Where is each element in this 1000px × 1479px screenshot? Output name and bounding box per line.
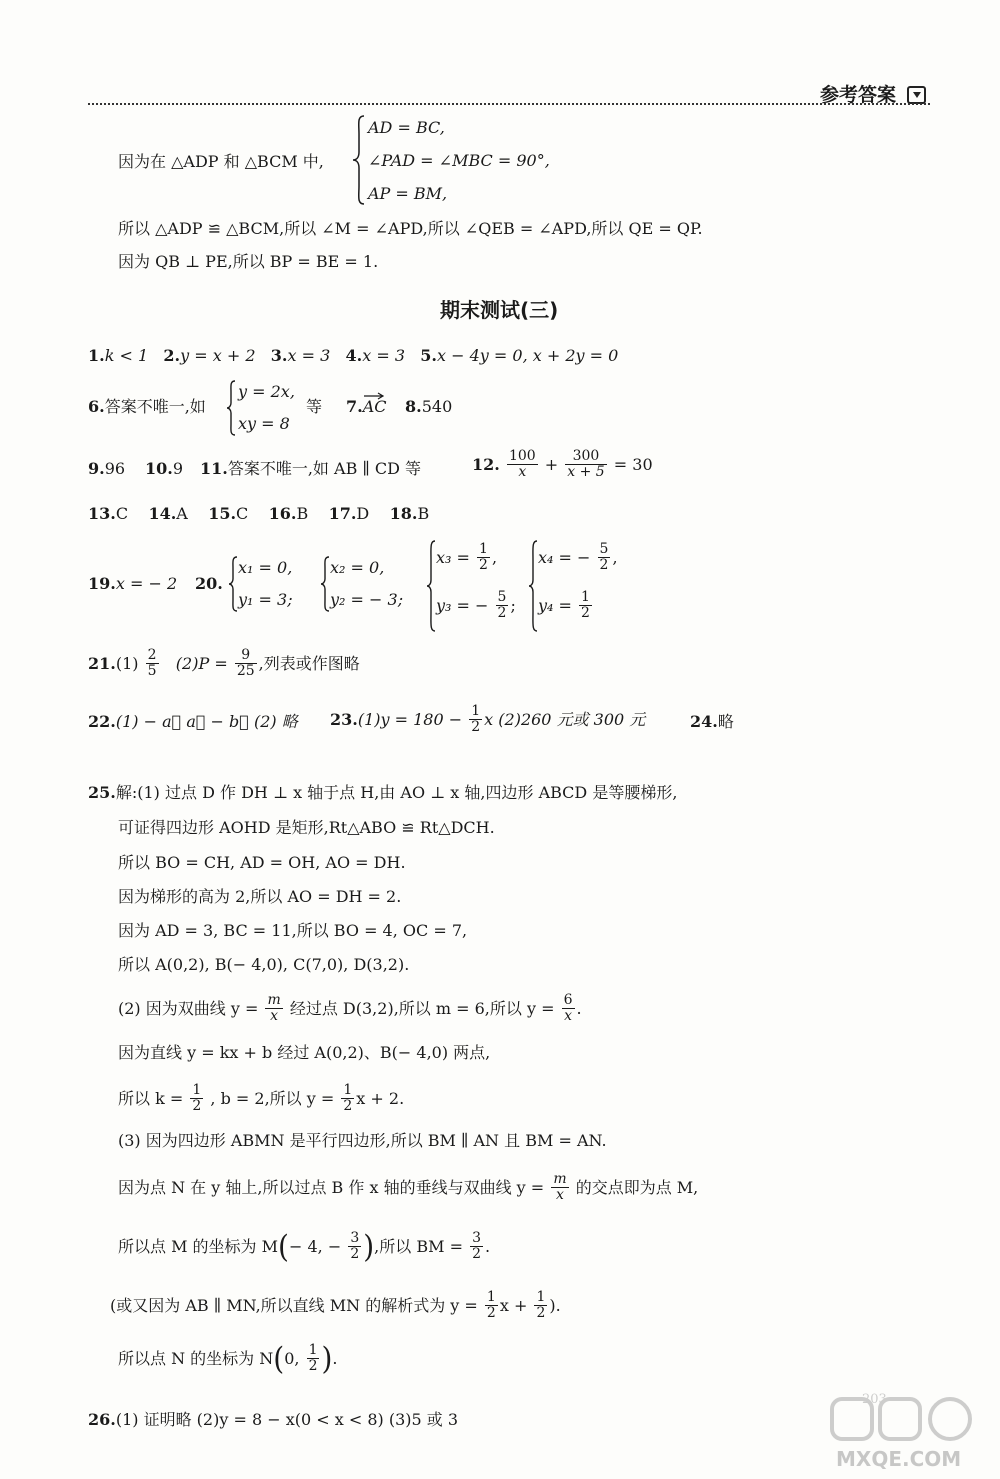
q25-line-8: 因为直线 y = kx + b 经过 A(0,2)、B(− 4,0) 两点, [118,1043,491,1062]
answer-20-s3-row-2: y₃ = − $\frac{5}{2}$ ; [436,589,516,622]
top-system [352,114,652,206]
answer-row-1 [88,348,618,364]
answer-20-s3-row-1: x₃ = $\frac{1}{2}$ , [436,541,498,574]
fraction: $\frac{3}{2}$ [350,1230,360,1263]
answer-11: 11.答案不唯一,如 AB ∥ CD 等 [200,459,422,478]
top-system-row-2: ∠PAD = ∠MBC = 90°, [368,151,550,170]
q26-line: 26.(1) 证明略 (2)y = 8 − x(0 < x < 8) (3)5 或 3 [88,1410,459,1429]
brace-icon [226,380,236,436]
q25-line-11: 因为点 N 在 y 轴上,所以过点 B 作 x 轴的垂线与双曲线 y = $\frac{m}{x}$ 的交点即为点 M, [118,1171,699,1204]
q25-line-14: 所以点 N 的坐标为 N(0, $\frac{1}{2}$ ). [118,1340,338,1377]
top-system-row-3: AP = BM, [368,184,448,203]
fraction: $\frac{1}{2}$ [479,541,488,574]
answer-6-row-1: y = 2x, [238,382,295,401]
answer-12: 12. $\frac{100}{x}$ + $\frac{300}{x + 5}$ = 30 [472,448,653,481]
fraction: $\frac{100}{x}$ [508,448,536,481]
fraction: $\frac{300}{x + 5}$ [567,448,605,481]
fraction: $\frac{6}{x}$ [563,992,573,1025]
answer-6-row-2: xy = 8 [238,414,290,433]
top-line-2: 因为 QB ⊥ PE,所以 BP = BE = 1. [118,252,379,271]
q25-line-5: 因为 AD = 3, BC = 11,所以 BO = 4, OC = 7, [118,921,468,940]
answer-6-post: 等 [306,397,323,416]
answer-22: 22.(1) − a⃗ a⃗ − b⃗ (2) 略 [88,712,298,731]
fraction: $\frac{1}{2}$ [471,703,481,736]
answer-20-system-2 [320,556,420,612]
header-title: 参考答案 [820,84,897,106]
answer-21: 21.(1) $\frac{2}{5}$ (2)P = $\frac{9}{25}$ ,列表或作图略 [88,647,360,680]
answer-3: 3.x = 3 [270,346,331,365]
answer-1: 1.k < 1 [88,346,149,365]
answer-20-num: 20. [195,574,223,593]
fraction: $\frac{1}{2}$ [308,1342,318,1375]
fraction: $\frac{1}{2}$ [343,1082,353,1115]
q25-line-4: 因为梯形的高为 2,所以 AO = DH = 2. [118,887,402,906]
answer-7: 7.AC [346,399,387,415]
brace-icon [426,540,436,632]
fraction: $\frac{3}{2}$ [472,1230,481,1263]
watermark-text: MXQE.COM [836,1447,962,1471]
answer-19: 19.x = − 2 [88,574,178,593]
answer-5: 5.x − 4y = 0, x + 2y = 0 [420,346,619,365]
fraction: $\frac{1}{2}$ [486,1289,496,1322]
q25-line-9: 所以 k = $\frac{1}{2}$ , b = 2,所以 y = $\frac{1}{2}$ x + 2. [118,1082,405,1115]
answer-20-s2-row-1: x₂ = 0, [330,558,385,577]
q25-line-1: 25.解:(1) 过点 D 作 DH ⊥ x 轴于点 H,由 AO ⊥ x 轴,四边形 ABCD 是等腰梯形, [88,783,678,802]
header-divider [88,103,930,105]
fraction: $\frac{1}{2}$ [536,1289,546,1322]
answer-row-13: 13.C 14.A 15.C 16.B 17.D 18.B [88,504,430,523]
brace-icon [528,540,538,632]
answer-23: 23.(1)y = 180 − $\frac{1}{2}$ x (2)260 元或 300 元 [330,703,646,736]
answer-20-s4-row-2: y₄ = $\frac{1}{2}$ [538,589,590,622]
fraction: $\frac{5}{2}$ [599,541,609,574]
fraction: $\frac{m}{x}$ [553,1171,567,1204]
brace-icon [320,556,330,612]
answer-20-s1-row-2: y₁ = 3; [238,590,293,609]
q25-line-12: 所以点 M 的坐标为 M(− 4, − $\frac{3}{2}$ ),所以 BM = $\frac{3}{2}$ . [118,1228,491,1265]
fraction: $\frac{1}{2}$ [192,1082,202,1115]
answer-20-s4-row-1: x₄ = − $\frac{5}{2}$ , [538,541,618,574]
header-flag-icon [906,84,928,109]
q25-line-2: 可证得四边形 AOHD 是矩形,Rt△ABO ≌ Rt△DCH. [118,818,495,837]
section-title: 期末测试(三) [440,298,559,322]
answer-8: 8.540 [405,397,453,416]
answer-20-system-1 [228,556,318,612]
answer-10: 10.9 [145,459,184,478]
q25-line-3: 所以 BO = CH, AD = OH, AO = DH. [118,853,406,872]
answer-20-s2-row-2: y₂ = − 3; [330,590,404,609]
answer-20-system-4 [528,540,638,632]
watermark-page: 203 [862,1392,887,1407]
q25-line-13: (或又因为 AB ∥ MN,所以直线 MN 的解析式为 y = $\frac{1}{2}$ x + $\frac{1}{2}$ ). [110,1289,561,1322]
top-system-row-1: AD = BC, [368,118,445,137]
fraction: $\frac{9}{25}$ [236,647,255,680]
answer-20-system-3 [426,540,526,632]
q25-line-10: (3) 因为四边形 ABMN 是平行四边形,所以 BM ∥ AN 且 BM = AN. [118,1131,607,1150]
answer-9: 9.96 [88,459,126,478]
brace-icon [352,114,366,206]
fraction: $\frac{2}{5}$ [147,647,157,680]
q25-line-7: (2) 因为双曲线 y = $\frac{m}{x}$ 经过点 D(3,2),所以 m = 6,所以 y = $\frac{6}{x}$ . [118,992,582,1025]
fraction: $\frac{1}{2}$ [581,589,590,622]
fraction: $\frac{5}{2}$ [497,589,507,622]
watermark-logo [822,1393,982,1473]
brace-icon [228,556,238,612]
answer-6-num: 6.答案不唯一,如 [88,397,206,416]
answer-2: 2.y = x + 2 [163,346,256,365]
q25-line-6: 所以 A(0,2), B(− 4,0), C(7,0), D(3,2). [118,955,410,974]
answer-24: 24.略 [690,712,734,731]
vector-arrow-icon [363,392,385,400]
top-line-1: 所以 △ADP ≌ △BCM,所以 ∠M = ∠APD,所以 ∠QEB = ∠APD,所以 QE = QP. [118,219,703,238]
top-system-intro: 因为在 △ADP 和 △BCM 中, [118,152,324,171]
answer-4: 4.x = 3 [345,346,406,365]
answer-20-s1-row-1: x₁ = 0, [238,558,293,577]
fraction: $\frac{m}{x}$ [267,992,281,1025]
